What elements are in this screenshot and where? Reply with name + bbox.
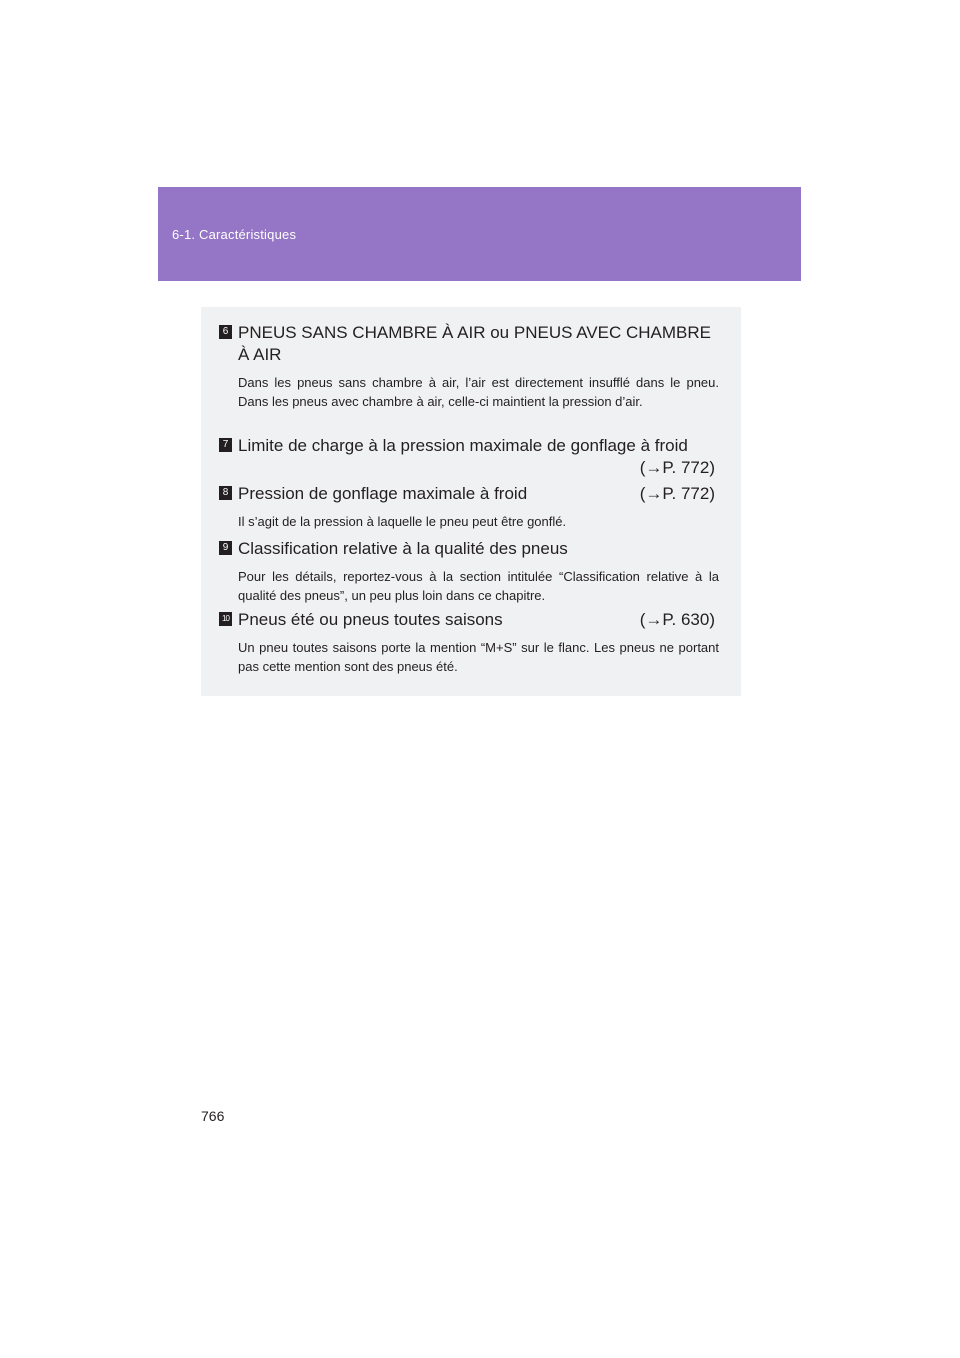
item-number-badge: 8: [219, 486, 232, 500]
item-title: Pression de gonflage maximale à froid: [238, 484, 528, 503]
page-reference-link[interactable]: (→P. 630): [639, 610, 715, 629]
item-title: Pneus été ou pneus toutes saisons: [238, 610, 503, 629]
item-description: Pour les détails, reportez-vous à la section intitulée “Classification relative à la qualité des pneus”, un peu plus loin dans ce chapitre.: [238, 569, 719, 603]
section-header-band: [158, 187, 801, 281]
page-reference-link[interactable]: (→P. 772): [639, 458, 715, 477]
page-reference-link[interactable]: (→P. 772): [639, 484, 715, 503]
item-number-badge: 6: [219, 325, 232, 339]
item-number-badge: 7: [219, 438, 232, 452]
list-item: [219, 538, 719, 605]
content-panel: [201, 307, 741, 696]
item-title: PNEUS SANS CHAMBRE À AIR ou PNEUS AVEC CHAMBRE À AIR: [238, 323, 711, 364]
item-description: Dans les pneus sans chambre à air, l’air est directement insufflé dans le pneu. Dans les pneus avec chambre à air, celle-ci maintient la pression d’air.: [238, 375, 719, 409]
item-number-badge: 10: [219, 612, 232, 626]
item-description: Un pneu toutes saisons porte la mention “M+S” sur le flanc. Les pneus ne portant pas cette mention sont des pneus été.: [238, 640, 719, 674]
item-number-badge: 9: [219, 541, 232, 555]
item-title: Limite de charge à la pression maximale de gonflage à froid: [238, 436, 688, 455]
list-item: [219, 609, 719, 676]
page-number: 766: [201, 1108, 225, 1124]
list-item: [219, 483, 719, 531]
item-title: Classification relative à la qualité des pneus: [238, 539, 568, 558]
item-description: Il s’agit de la pression à laquelle le pneu peut être gonflé.: [238, 514, 567, 529]
list-item: [219, 435, 719, 479]
section-label: 6-1. Caractéristiques: [172, 227, 297, 242]
list-item: [219, 322, 719, 411]
